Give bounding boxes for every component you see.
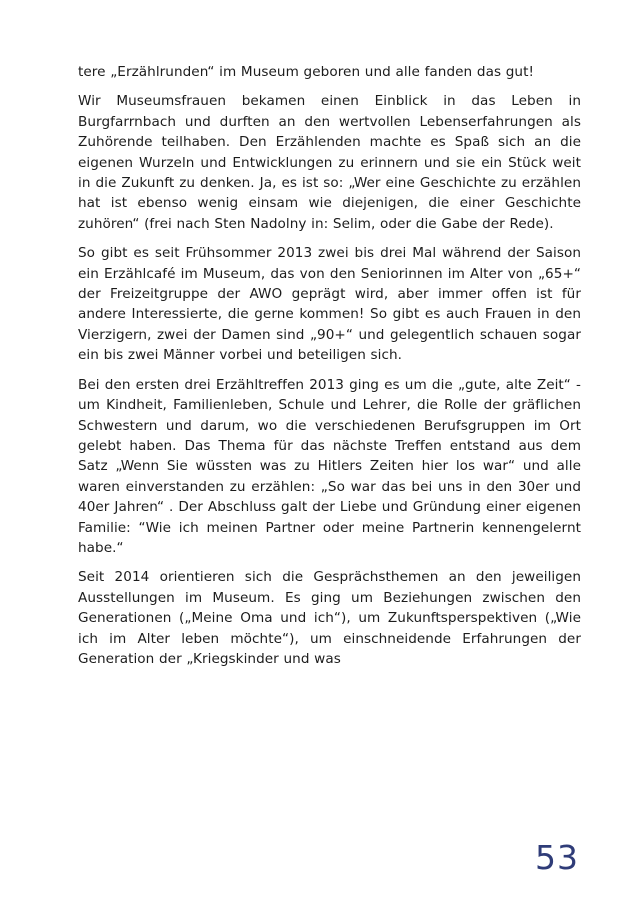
paragraph-2: Wir Museumsfrauen bekamen einen Einblick in das Leben in Burgfarrnbach und durften an den wertvollen Lebenserfahrungen als Zuhörende teilhaben. Den Erzählenden machte es Spaß sich an die eigenen Wurzeln und Entwicklungen zu erinnern und sie ein Stück weit in die Zukunft zu denken. Ja, es ist so: „Wer eine Geschichte zu erzählen hat ist ebenso wenig einsam wie diejenigen, die einer Geschichte zuhören“ (frei nach Sten Nadolny in: Selim, oder die Gabe der Rede). (78, 93, 581, 232)
paragraph-4: Bei den ersten drei Erzähltreffen 2013 ging es um die „gute, alte Zeit“ - um Kindheit, Familienleben, Schule und Lehrer, die Rolle der gräflichen Schwestern und darum, wo die verschiedenen Berufsgruppen im Ort gelebt haben. Das Thema für das nächste Treffen entstand aus dem Satz „Wenn Sie wüssten was zu Hitlers Zeiten hier los war“ und alle waren einverstanden zu erzählen: „So war das bei uns in den 30er und 40er Jahren“ . Der Abschluss galt der Liebe und Gründung einer eigenen Familie: “Wie ich meinen Partner oder meine Partnerin kennengelernt habe.“ (78, 376, 581, 556)
body-text (78, 62, 581, 678)
paragraph-1: tere „Erzählrunden“ im Museum geboren und alle fanden das gut! (78, 64, 534, 80)
page-number: 53 (535, 838, 579, 877)
paragraph-3: So gibt es seit Frühsommer 2013 zwei bis drei Mal während der Saison ein Erzählcafé im Museum, das von den Seniorinnen im Alter von „65+“ der Freizeitgruppe der AWO geprägt wird, aber immer offen ist für andere Interessierte, die gerne kommen! So gibt es auch Frauen in den Vierzigern, zwei der Damen sind „90+“ und gelegentlich schauen sogar ein bis zwei Männer vorbei und beteiligen sich. (78, 245, 581, 364)
paragraph-5: Seit 2014 orientieren sich die Gesprächsthemen an den jeweiligen Ausstellungen im Museum. Es ging um Beziehungen zwischen den Generationen („Meine Oma und ich“), um Zukunftsperspektiven („Wie ich im Alter leben möchte“), um einschneidende Erfahrungen der Generation der „Kriegskinder und was (78, 569, 581, 667)
